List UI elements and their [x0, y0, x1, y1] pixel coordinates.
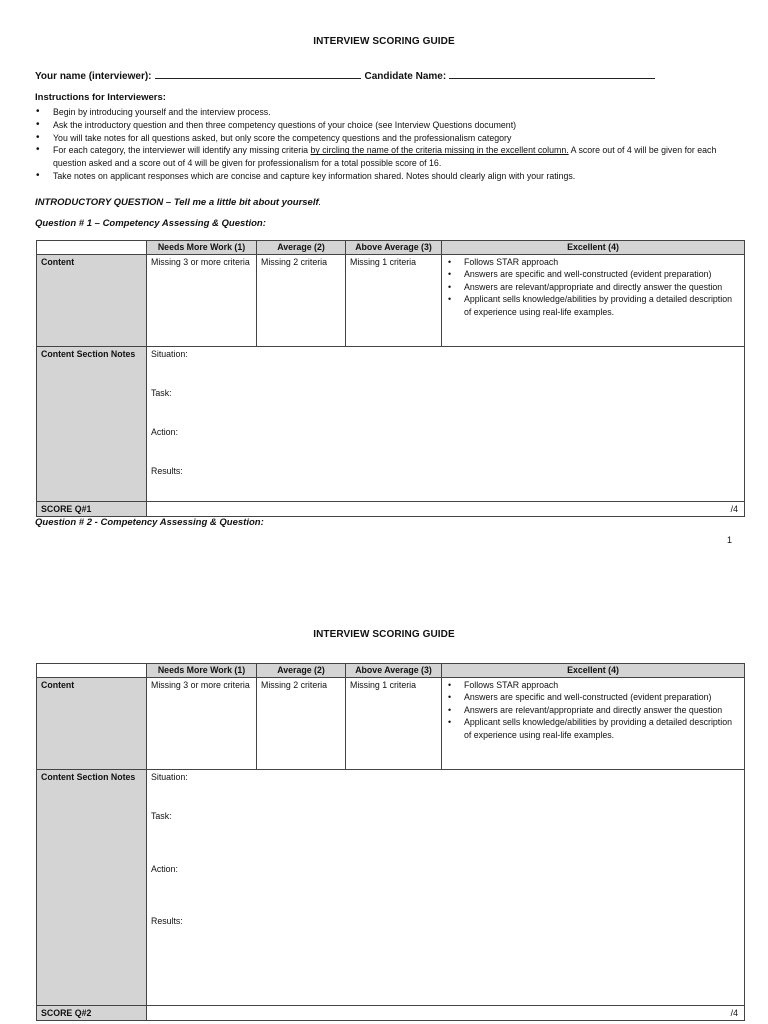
criteria-item[interactable]: • Applicant sells knowledge/abilities by providing a detailed description of experience using real-life examples. — [446, 293, 740, 318]
rubric-table-q2 — [36, 663, 745, 1021]
average-criteria[interactable]: Missing 2 criteria — [257, 677, 346, 769]
task-label: Task: — [151, 810, 172, 821]
header-corner — [37, 664, 147, 678]
situation-label: Situation: — [151, 771, 188, 782]
name-fields-line — [35, 69, 659, 82]
instructions-list — [35, 106, 735, 183]
content-label: Content — [37, 677, 147, 769]
candidate-name-field[interactable] — [449, 69, 655, 79]
notes-row — [37, 346, 745, 501]
interviewer-name-field[interactable] — [155, 69, 361, 79]
instruction-item: • You will take notes for all questions asked, but only score the competency questions and the professionalism category — [35, 132, 735, 145]
criteria-item[interactable]: • Follows STAR approach — [446, 256, 740, 269]
needs-more-work-criteria[interactable]: Missing 3 or more criteria — [147, 677, 257, 769]
excellent-criteria-list — [446, 256, 740, 319]
excellent-criteria-list — [446, 679, 740, 742]
instruction-item: • Begin by introducing yourself and the interview process. — [35, 106, 735, 119]
content-row — [37, 254, 745, 346]
header-average: Average (2) — [257, 664, 346, 678]
score-row — [37, 501, 745, 517]
notes-row — [37, 769, 745, 1005]
instruction-underlined-text: by circling the name of the criteria missing in the excellent column. — [310, 145, 569, 156]
criteria-item[interactable]: • Answers are relevant/appropriate and directly answer the question — [446, 281, 740, 294]
instruction-item: • Ask the introductory question and then three competency questions of your choice (see Interview Questions document) — [35, 119, 735, 132]
above-average-criteria[interactable]: Missing 1 criteria — [346, 254, 442, 346]
score-q2-field[interactable]: /4 — [147, 1005, 745, 1021]
results-label: Results: — [151, 465, 183, 476]
content-notes-area[interactable] — [147, 346, 745, 501]
rubric-header-row — [37, 664, 745, 678]
question-2-heading: Question # 2 - Competency Assessing & Question: — [35, 517, 264, 528]
question-1-heading: Question # 1 – Competency Assessing & Question: — [35, 218, 266, 229]
header-corner — [37, 241, 147, 255]
excellent-criteria-cell — [442, 677, 745, 769]
instruction-text: For each category, the interviewer will identify any missing criteria — [53, 145, 311, 156]
intro-question-period: . — [318, 197, 322, 208]
intro-question-body: Tell me a little bit about yourself — [173, 197, 319, 208]
instruction-text: A score out of 4 will be given for each question asked and a score out of 4 will be given for professionalism for a total possible score of 16. — [53, 145, 717, 169]
instructions-heading: Instructions for Interviewers: — [35, 92, 166, 103]
task-label: Task: — [151, 387, 172, 398]
situation-label: Situation: — [151, 348, 188, 359]
score-row — [37, 1005, 745, 1021]
header-needs-more-work: Needs More Work (1) — [147, 664, 257, 678]
content-label: Content — [37, 254, 147, 346]
content-row — [37, 677, 745, 769]
page-title: INTERVIEW SCORING GUIDE — [313, 629, 455, 640]
score-q1-label: SCORE Q#1 — [37, 501, 147, 517]
instruction-item: • Take notes on applicant responses which are concise and capture key information shared. Notes should clearly align with your ratings. — [35, 170, 735, 183]
header-excellent: Excellent (4) — [442, 241, 745, 255]
score-q1-field[interactable]: /4 — [147, 501, 745, 517]
header-above-average: Above Average (3) — [346, 241, 442, 255]
header-excellent: Excellent (4) — [442, 664, 745, 678]
action-label: Action: — [151, 863, 178, 874]
criteria-item[interactable]: • Follows STAR approach — [446, 679, 740, 692]
excellent-criteria-cell — [442, 254, 745, 346]
criteria-item[interactable]: • Applicant sells knowledge/abilities by providing a detailed description of experience using real-life examples. — [446, 716, 740, 741]
results-label: Results: — [151, 915, 183, 926]
intro-question-label: INTRODUCTORY QUESTION – — [35, 197, 174, 208]
interviewer-name-label: Your name (interviewer): — [35, 71, 152, 82]
candidate-name-label: Candidate Name: — [364, 71, 447, 82]
page-title: INTERVIEW SCORING GUIDE — [313, 36, 455, 47]
criteria-item[interactable]: • Answers are relevant/appropriate and directly answer the question — [446, 704, 740, 717]
rubric-header-row — [37, 241, 745, 255]
average-criteria[interactable]: Missing 2 criteria — [257, 254, 346, 346]
needs-more-work-criteria[interactable]: Missing 3 or more criteria — [147, 254, 257, 346]
content-notes-label: Content Section Notes — [37, 346, 147, 501]
instruction-item — [35, 144, 735, 170]
content-notes-area[interactable] — [147, 769, 745, 1005]
header-needs-more-work: Needs More Work (1) — [147, 241, 257, 255]
rubric-table-q1 — [36, 240, 745, 517]
header-above-average: Above Average (3) — [346, 664, 442, 678]
header-average: Average (2) — [257, 241, 346, 255]
criteria-item[interactable]: • Answers are specific and well-constructed (evident preparation) — [446, 691, 740, 704]
above-average-criteria[interactable]: Missing 1 criteria — [346, 677, 442, 769]
criteria-item[interactable]: • Answers are specific and well-constructed (evident preparation) — [446, 268, 740, 281]
score-q2-label: SCORE Q#2 — [37, 1005, 147, 1021]
page-number: 1 — [727, 535, 733, 545]
intro-question-text — [174, 197, 321, 208]
action-label: Action: — [151, 426, 178, 437]
content-notes-label: Content Section Notes — [37, 769, 147, 1005]
introductory-question — [35, 197, 321, 208]
